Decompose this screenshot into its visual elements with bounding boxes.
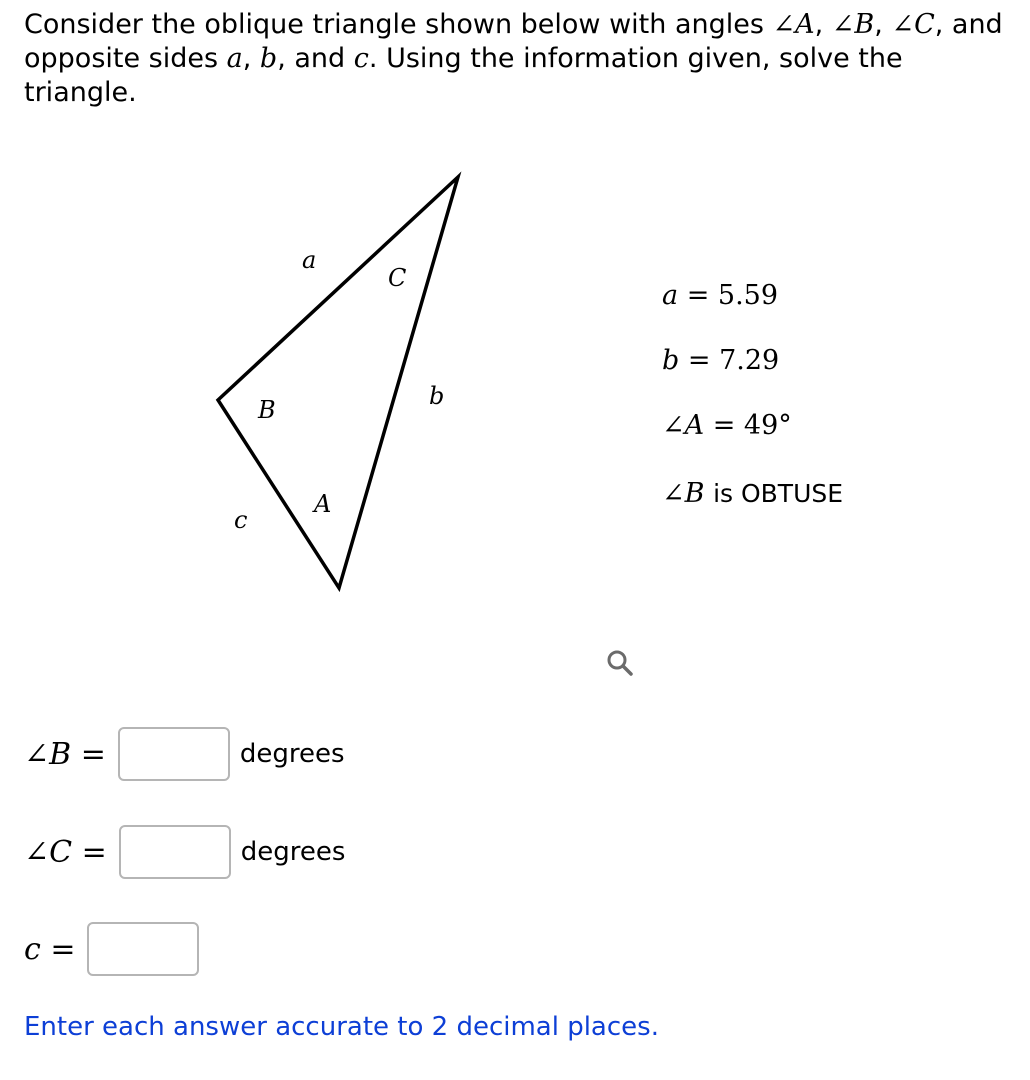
given-angle-b-obtuse: ∠B is OBTUSE [662,478,844,509]
answer-row-side-c [24,922,199,976]
vertex-c-label: C [388,264,407,292]
angle-b-answer-label: ∠B = [24,736,106,772]
given-side-a: a = 5.59 [662,280,779,311]
problem-statement: Consider the oblique triangle shown below with angles ∠A, ∠B, ∠C, and opposite sides a, b, and c. Using the information given, solve the triangle. [24,9,1003,108]
angle-c-answer-label: ∠C = [24,834,107,870]
answer-row-angle-c [24,825,345,879]
angle-c-input[interactable] [119,825,231,879]
given-side-b: b = 7.29 [662,345,780,376]
side-c-input[interactable] [87,922,199,976]
side-c-answer-label: c = [24,931,76,967]
vertex-b-label: B [258,396,276,424]
given-angle-a: ∠A = 49° [662,410,792,441]
triangle-shape [218,177,458,588]
magnifier-icon[interactable] [604,646,638,680]
precision-note: Enter each answer accurate to 2 decimal places. [24,1012,659,1042]
answer-row-angle-b [24,727,345,781]
side-c-label: c [234,506,248,534]
angle-b-unit: degrees [239,739,345,769]
angle-c-unit: degrees [240,837,346,867]
side-a-label: a [302,246,317,274]
vertex-a-label: A [314,490,332,518]
angle-b-input[interactable] [118,727,230,781]
side-b-label: b [429,382,445,410]
